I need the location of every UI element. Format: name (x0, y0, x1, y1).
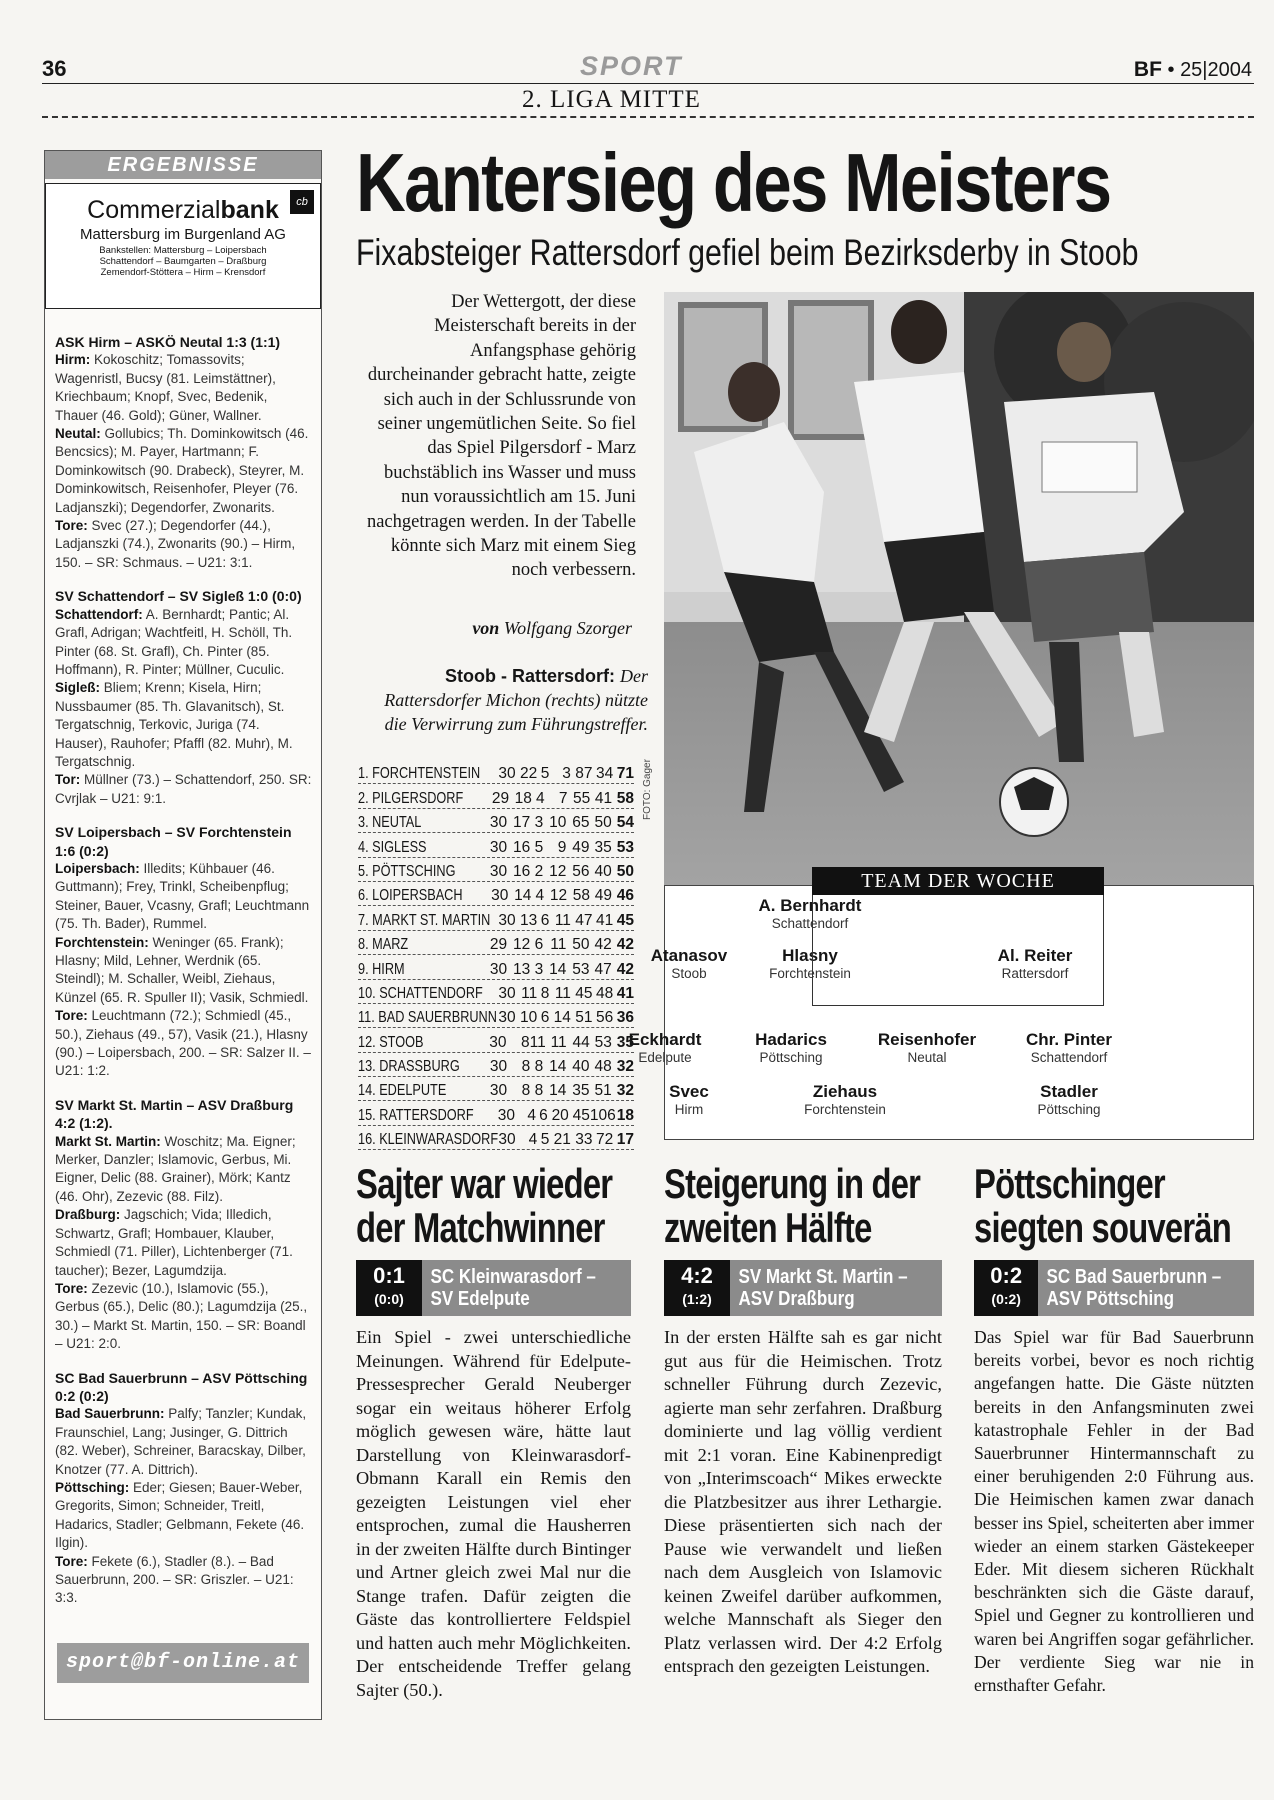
score-teams: SC Kleinwarasdorf – SV Edelpute (430, 1266, 596, 1310)
match-item (55, 587, 313, 808)
team-cell: 6. LOIPERSBACH (358, 887, 463, 905)
goals-for-cell: 40 (572, 1058, 590, 1076)
team-cell: 12. STOOB (358, 1033, 424, 1051)
match-report (974, 1162, 1254, 1697)
score-bar (356, 1260, 631, 1316)
draws-cell: 8 (540, 984, 550, 1002)
goals-for-cell: 87 (575, 765, 593, 783)
player-card: Ziehaus Forchtenstein (804, 1082, 886, 1117)
goals-for-cell: 56 (572, 862, 590, 880)
games-cell: 30 (498, 984, 516, 1002)
article-author (360, 618, 632, 639)
points-cell: 54 (616, 814, 635, 832)
table-row (358, 1101, 634, 1125)
losses-cell: 12 (549, 862, 567, 880)
goals-against-cell: 47 (594, 960, 612, 978)
match-lineup: Schattendorf: A. Bernhardt; Pantic; Al. Grafl, Adrigan; Wachtfeitl, H. Schöll, Th. Pinter (68. St. Grafl), Ch. Pinter (85. Hoffmann), R. Pinter; Müllner, Cuculic. (55, 606, 293, 677)
wins-cell: 13 (519, 911, 538, 929)
games-cell: 30 (489, 814, 508, 832)
games-cell: 30 (498, 911, 516, 929)
goals-against-cell: 51 (594, 1082, 612, 1100)
team-cell: 9. HIRM (358, 960, 405, 978)
article-lead: Der Wettergott, der diese Meisterschaft bereits in der Anfangsphase gehörig durcheinander gebracht hatte, zeigte sich auch in der Schlussrunde von seiner ungemütlichen Seite. So fiel das Spiel Pilgersdorf - Marz buchstäblich ins Wasser und muss nun voraussichtlich am 15. Juni nachgetragen werden. In der Tabelle könnte sich Marz mit einem Sieg noch verbessern. (366, 292, 636, 581)
goals-against-cell: 35 (594, 838, 612, 856)
losses-cell: 14 (549, 1082, 567, 1100)
games-cell: 30 (491, 887, 509, 905)
points-cell: 58 (616, 789, 634, 807)
league-table (358, 760, 634, 1150)
games-cell: 30 (489, 1058, 508, 1076)
goals-against-cell: 41 (594, 789, 613, 807)
table-row (358, 931, 634, 955)
draws-cell: 4 (536, 789, 545, 807)
player-card: Svec Hirm (669, 1082, 709, 1117)
photo-caption (360, 664, 648, 736)
team-cell: 15. RATTERSDORF (358, 1106, 474, 1124)
bank-subtitle: Mattersburg im Burgenland AG (80, 226, 286, 243)
report-text: In der ersten Hälfte sah es gar nicht gut aus für die Heimischen. Trotz schneller Führung durch Zezevic, agierte man sehr zerfahren. Draßburg dominierte und lag völlig verdient mit 2:1 voran. Eine Kabinenpredigt von „Interimscoach“ Mikes erweckte die Platzbesitzer aus ihrer Lethargie. Diese präsentierten sich nach der Pause wie verwandelt und ließen nach dem Ausgleich von Islamovic keinen Zweifel darüber aufkommen, welche Mannschaft als Sieger den Platz verlassen wird. Der 4:2 Erfolg entsprach den gezeigten Leistungen. (664, 1327, 942, 1676)
goals-against-cell: 106 (589, 1106, 616, 1124)
match-item (55, 1369, 313, 1608)
match-heading: SV Loipersbach – SV Forchtenstein 1:6 (0:2) (55, 824, 292, 859)
goals-against-cell: 40 (594, 862, 612, 880)
team-cell: 13. DRASSBURG (358, 1058, 460, 1076)
goals-against-cell: 48 (594, 1058, 612, 1076)
match-lineup: Forchtenstein: Weninger (65. Frank); Hlasny; Mild, Lehner, Werdnik (65. Steindl); M. Schaller, Weibl, Ziehaus, Künzel (65. R. Spuller II); Vasik, Schmiedl. (55, 934, 309, 1005)
publication-name: BF (1133, 58, 1162, 81)
match-report (664, 1162, 942, 1679)
bank-name (54, 196, 312, 225)
score-teams: SV Markt St. Martin – ASV Draßburg (738, 1266, 908, 1310)
draws-cell: 6 (534, 936, 544, 954)
points-cell: 41 (616, 984, 634, 1002)
games-cell: 30 (498, 765, 516, 783)
match-item (55, 823, 313, 1081)
article-subheadline: Fixabsteiger Rattersdorf gefiel beim Bezirksderby in Stoob (356, 232, 1139, 273)
author-name: Wolfgang Szorger (503, 618, 632, 638)
goals-against-cell: 53 (594, 1033, 612, 1051)
report-headline-1: Steigerung in der (664, 1160, 921, 1207)
goals-for-cell: 45 (572, 1106, 590, 1124)
losses-cell: 12 (549, 887, 568, 905)
table-row (358, 906, 634, 930)
player-card: Stadler Pöttsching (1037, 1082, 1101, 1117)
draws-cell: 6 (540, 1009, 550, 1027)
player-card: A. Bernhardt Schattendorf (758, 896, 862, 931)
draws-cell: 11 (529, 1033, 546, 1051)
goals-for-cell: 55 (572, 789, 591, 807)
points-cell: 50 (616, 862, 635, 880)
match-lineup: Pöttsching: Eder; Giesen; Bauer-Weber, Gregorits, Simon; Schneider, Treitl, Hadarics, Stadler; Gelbmann, Fekete (46. Ilgin). (55, 1479, 305, 1551)
match-heading: SC Bad Sauerbrunn – ASV Pöttsching 0:2 (0:2) (55, 1369, 308, 1404)
goals-for-cell: 53 (572, 960, 590, 978)
points-cell: 42 (616, 936, 635, 954)
games-cell: 29 (489, 936, 508, 954)
goals-against-cell: 72 (596, 1131, 614, 1149)
points-cell: 32 (616, 1058, 635, 1076)
table-row (358, 809, 634, 833)
goals-for-cell: 50 (572, 936, 590, 954)
bank-branches-1: Bankstellen: Mattersburg – Loipersbach (99, 245, 267, 256)
goals-for-cell: 58 (572, 887, 591, 905)
team-cell: 14. EDELPUTE (358, 1082, 447, 1100)
points-cell: 36 (616, 1009, 634, 1027)
goals-for-cell: 45 (575, 984, 593, 1002)
points-cell: 46 (616, 887, 635, 905)
losses-cell: 7 (558, 789, 568, 807)
goals-against-cell: 49 (594, 887, 613, 905)
games-cell: 30 (489, 960, 508, 978)
wins-cell: 13 (513, 960, 531, 978)
team-of-week-frame (812, 894, 1104, 1006)
draws-cell: 8 (534, 1058, 544, 1076)
draws-cell: 6 (540, 911, 550, 929)
report-headline-1: Pöttschinger (974, 1160, 1165, 1207)
results-sidebar (44, 150, 322, 1720)
table-row (358, 1053, 634, 1077)
points-cell: 32 (616, 1082, 635, 1100)
losses-cell: 14 (549, 960, 567, 978)
page-number: 36 (42, 56, 67, 81)
match-lineup: Neutal: Gollubics; Th. Dominkowitsch (46. Bencsics); M. Payer, Hartmann; F. Dominkowitsch (90. Drabeck), Steyrer, M. Dominkowitsch, Reisenhofer, Pleyer (76. Ladjanszki); Degendorfer, Zwonarits. (55, 426, 309, 515)
draws-cell: 5 (534, 838, 544, 856)
score-box: 4:2 (1:2) (664, 1260, 730, 1316)
match-report (356, 1162, 631, 1702)
team-cell: 10. SCHATTENDORF (358, 984, 483, 1002)
wins-cell: 16 (513, 838, 531, 856)
report-headline-2: siegten souverän (974, 1204, 1231, 1251)
bullet: • (1167, 59, 1175, 81)
score-box: 0:2 (0:2) (974, 1260, 1038, 1316)
goals-for-cell: 51 (575, 1009, 593, 1027)
points-cell: 35 (616, 1033, 634, 1051)
draws-cell: 6 (539, 1106, 548, 1124)
points-cell: 42 (616, 960, 635, 978)
goals-for-cell: 47 (575, 911, 593, 929)
header-rule (42, 83, 1254, 84)
match-lineup: Hirm: Kokoschitz; Tomassovits; Wagenristl, Bucsy (81. Leimstättner), Kriechbaum; Knopf, Svec, Bedenik, Thauer (46. Gold); Güner, Wallner. (55, 352, 276, 423)
draws-cell: 5 (540, 765, 550, 783)
table-row (358, 833, 634, 857)
losses-cell: 11 (554, 984, 571, 1002)
bank-logo-icon: cb (290, 190, 314, 214)
points-cell: 45 (616, 911, 634, 929)
report-headline-1: Sajter war wieder (356, 1160, 613, 1207)
table-row (358, 1028, 634, 1052)
draws-cell: 3 (534, 960, 544, 978)
report-headline-2: der Matchwinner (356, 1204, 605, 1251)
draws-cell: 5 (540, 1131, 550, 1149)
wins-cell: 8 (521, 1058, 531, 1076)
goals-against-cell: 56 (596, 1009, 614, 1027)
match-heading: ASK Hirm – ASKÖ Neutal 1:3 (1:1) (55, 334, 281, 350)
bank-advert (45, 183, 321, 309)
player-card: Reisenhofer Neutal (877, 1030, 977, 1065)
section-title: SPORT (580, 51, 683, 81)
issue-info (1134, 58, 1252, 82)
goals-for-cell: 35 (572, 1082, 590, 1100)
score-bar (974, 1260, 1254, 1316)
table-row (358, 882, 634, 906)
wins-cell: 17 (513, 814, 531, 832)
draws-cell: 2 (534, 862, 544, 880)
team-cell: 7. MARKT ST. MARTIN (358, 911, 491, 929)
points-cell: 17 (616, 1131, 634, 1149)
author-prefix: von (472, 618, 500, 638)
match-goals: Tore: Zezevic (10.), Islamovic (55.), Gerbus (65.), Delic (80.); Lagumdzija (25., 30.) – Markt St. Martin, 150. – SR: Boandl – U21: 2:0. (55, 1280, 308, 1352)
player-card: Eckhardt Edelpute (628, 1030, 702, 1065)
wins-cell: 4 (527, 1106, 537, 1124)
draws-cell: 3 (534, 814, 544, 832)
games-cell: 30 (489, 1082, 508, 1100)
match-goals: Tore: Fekete (6.), Stadler (8.). – Bad Sauerbrunn, 200. – SR: Griszler. – U21: 3:3. (55, 1553, 294, 1606)
losses-cell: 14 (549, 1058, 567, 1076)
team-cell: 2. PILGERSDORF (358, 789, 464, 807)
table-row (358, 858, 634, 882)
losses-cell: 21 (553, 1131, 571, 1149)
match-lineup: Markt St. Martin: Woschitz; Ma. Eigner; Merker, Danzler; Islamovic, Gerbus, Mi. Eigner, Delic (88. Grainer), Mörk; Kantz (46. Ohr), Zezevic (88. Filz). (55, 1133, 296, 1204)
wins-cell: 18 (514, 789, 532, 807)
games-cell: 30 (489, 862, 508, 880)
results-title: ERGEBNISSE (45, 151, 321, 179)
games-cell: 30 (489, 1033, 507, 1051)
match-photo (664, 292, 1254, 894)
match-goals: Tore: Leuchtmann (72.); Schmiedl (45., 50.), Ziehaus (49., 57), Vasik (21.), Hlasny (90.) – Loipersbach, 200. – SR: Salzer II. – U21: 1:2. (55, 1008, 311, 1079)
report-text: Das Spiel war für Bad Sauerbrunn bereits vorbei, bevor es noch richtig angefangen hatte. Die Gäste nützten bereits in den Anfangsminuten zwei katastrophale Fehler in der Bad Sauerbrunner Hintermannschaft zu einer beruhigenden 2:0 Führung aus. Die Heimischen kamen zwar danach besser ins Spiel, scheiterten aber immer wieder an einem starken Gästekeeper Eder. Mit diesem sicheren Rückhalt beschränkten sich die Gäste darauf, Spiel und Gegner zu kontrollieren und waren bei Angriffen sogar gefährlicher. Der verdiente Sieg war nie in ernsthafter Gefahr. (974, 1327, 1254, 1696)
points-cell: 18 (616, 1106, 634, 1124)
games-cell: 30 (498, 1009, 516, 1027)
team-cell: 16. KLEINWARASDORF (358, 1131, 499, 1149)
losses-cell: 11 (550, 936, 567, 954)
draws-cell: 4 (535, 887, 545, 905)
points-cell: 53 (616, 838, 635, 856)
match-list (55, 333, 313, 1623)
draws-cell: 8 (534, 1082, 544, 1100)
wins-cell: 16 (513, 862, 531, 880)
bank-name-light: Commerzial (87, 196, 221, 224)
league-title: 2. LIGA MITTE (522, 86, 701, 113)
football-players-image (664, 292, 1254, 894)
wins-cell: 11 (521, 984, 538, 1002)
player-card: Chr. Pinter Schattendorf (1026, 1030, 1112, 1065)
wins-cell: 12 (513, 936, 531, 954)
caption-text: Der Rattersdorfer Michon (rechts) nützte die Verwirrung zum Führungstreffer. (384, 666, 648, 734)
table-row (358, 760, 634, 784)
games-cell: 30 (497, 1106, 516, 1124)
goals-against-cell: 48 (596, 984, 614, 1002)
goals-against-cell: 41 (596, 911, 614, 929)
player-card: Al. Reiter Rattersdorf (997, 946, 1073, 981)
wins-cell: 4 (528, 1131, 538, 1149)
wins-cell: 8 (520, 1033, 530, 1051)
match-lineup: Draßburg: Jagschich; Vida; Illedich, Schwartz, Grafl; Hombauer, Klauber, Schmiedl (71. Piller), Lichtenberger (71. taucher); Bezer, Lagumdzija. (55, 1207, 293, 1278)
bank-branches-3: Zemendorf-Stöttera – Hirm – Krensdorf (100, 267, 266, 278)
score-box: 0:1 (0:0) (356, 1260, 422, 1316)
table-row (358, 1126, 634, 1150)
losses-cell: 3 (562, 765, 571, 783)
losses-cell: 20 (551, 1106, 569, 1124)
goals-against-cell: 34 (596, 765, 614, 783)
games-cell: 29 (491, 789, 510, 807)
article-headline: Kantersieg des Meisters (356, 136, 1111, 229)
goals-for-cell: 65 (572, 814, 590, 832)
team-cell: 5. PÖTTSCHING (358, 862, 456, 880)
match-item (55, 333, 313, 572)
table-row (358, 980, 634, 1004)
player-card: Atanasov Stoob (650, 946, 728, 981)
caption-place: Stoob - Rattersdorf: (444, 666, 615, 686)
losses-cell: 14 (553, 1009, 571, 1027)
table-row (358, 1004, 634, 1028)
report-text: Ein Spiel - zwei unterschiedliche Meinungen. Während für Edelpute-Pressesprecher Gerald Neuberger sogar ein weitaus höherer Erfolg möglich gewesen wäre, hätte laut Darstellung von Kleinwarasdorf-Obmann Karall ein Remis den gezeigten Leistungen viel eher entsprochen, zumal die Hausherren in der zweiten Hälfte durch Bintinger und Artner gleich zwei Mal nur die Stange trafen. Dafür zeigten die Gäste das kontrolliertere Feldspiel und hatten auch mehr Möglichkeiten. Der entscheidende Treffer gelang Sajter (50.). (356, 1327, 631, 1700)
wins-cell: 10 (519, 1009, 538, 1027)
score-bar (664, 1260, 942, 1316)
match-lineup: Bad Sauerbrunn: Palfy; Tanzler; Kundak, Fraunschiel, Lang; Jusinger, G. Dittrich (82. Weber), Schreiner, Baracskay, Dilber, Knotzer (77. A. Dittrich). (55, 1406, 307, 1477)
losses-cell: 10 (549, 814, 567, 832)
team-cell: 8. MARZ (358, 936, 409, 954)
team-cell: 11. BAD SAUERBRUNN (358, 1009, 497, 1027)
dashed-divider (42, 116, 1254, 118)
issue-number: 25|2004 (1180, 59, 1252, 81)
wins-cell: 14 (514, 887, 532, 905)
losses-cell: 11 (554, 911, 571, 929)
photo-credit: FOTO: Gager (642, 759, 653, 820)
email-link[interactable]: sport@bf-online.at (57, 1643, 309, 1683)
match-item (55, 1096, 313, 1354)
bank-name-bold: bank (220, 196, 279, 224)
wins-cell: 22 (519, 765, 538, 783)
player-card: Hadarics Pöttsching (755, 1030, 827, 1065)
score-teams: SC Bad Sauerbrunn – ASV Pöttsching (1046, 1266, 1222, 1310)
match-goals: Tor: Müllner (73.) – Schattendorf, 250. SR: Cvrjlak – U21: 9:1. (55, 772, 312, 806)
bank-branches-2: Schattendorf – Baumgarten – Draßburg (99, 256, 267, 267)
table-row (358, 784, 634, 808)
report-headline-2: zweiten Hälfte (664, 1204, 872, 1251)
losses-cell: 11 (550, 1033, 567, 1051)
match-goals: Tore: Svec (27.); Degendorfer (44.), Ladjanszki (74.), Zwonarits (90.) – Hirm, 150. – SR: Schmaus. – U21: 3:1. (55, 518, 296, 570)
match-lineup: Sigleß: Bliem; Krenn; Kisela, Hirn; Nussbaumer (85. Th. Glavanitsch), St. Tergatschnig, Terkovic, Juriga (74. Hauser), Rauhofer; Pfaffl (82. Muhr), M. Tergatschnig. (55, 680, 293, 769)
losses-cell: 9 (557, 838, 567, 856)
goals-for-cell: 44 (572, 1033, 590, 1051)
match-heading: SV Schattendorf – SV Sigleß 1:0 (0:0) (55, 588, 302, 605)
table-row (358, 955, 634, 979)
match-heading: SV Markt St. Martin – ASV Draßburg 4:2 (1:2). (55, 1096, 294, 1132)
goals-for-cell: 33 (575, 1131, 593, 1149)
goals-against-cell: 42 (594, 936, 612, 954)
team-cell: 3. NEUTAL (358, 814, 422, 832)
goals-for-cell: 49 (572, 838, 590, 856)
match-lineup: Loipersbach: Illedits; Kühbauer (46. Guttmann); Frey, Trinkl, Scheibenpflug; Steiner, Bauer, Vcasny, Grafl; Leuchtmann (75. Th. Bader), Rummel. (55, 860, 310, 932)
points-cell: 71 (616, 765, 634, 783)
wins-cell: 8 (521, 1082, 531, 1100)
player-card: Hlasny Forchtenstein (769, 946, 851, 981)
team-cell: 1. FORCHTENSTEIN (358, 765, 481, 783)
team-of-week-title: TEAM DER WOCHE (812, 867, 1104, 895)
goals-against-cell: 50 (594, 814, 612, 832)
games-cell: 30 (498, 1131, 516, 1149)
table-row (358, 1077, 634, 1101)
team-cell: 4. SIGLESS (358, 838, 427, 856)
games-cell: 30 (489, 838, 508, 856)
